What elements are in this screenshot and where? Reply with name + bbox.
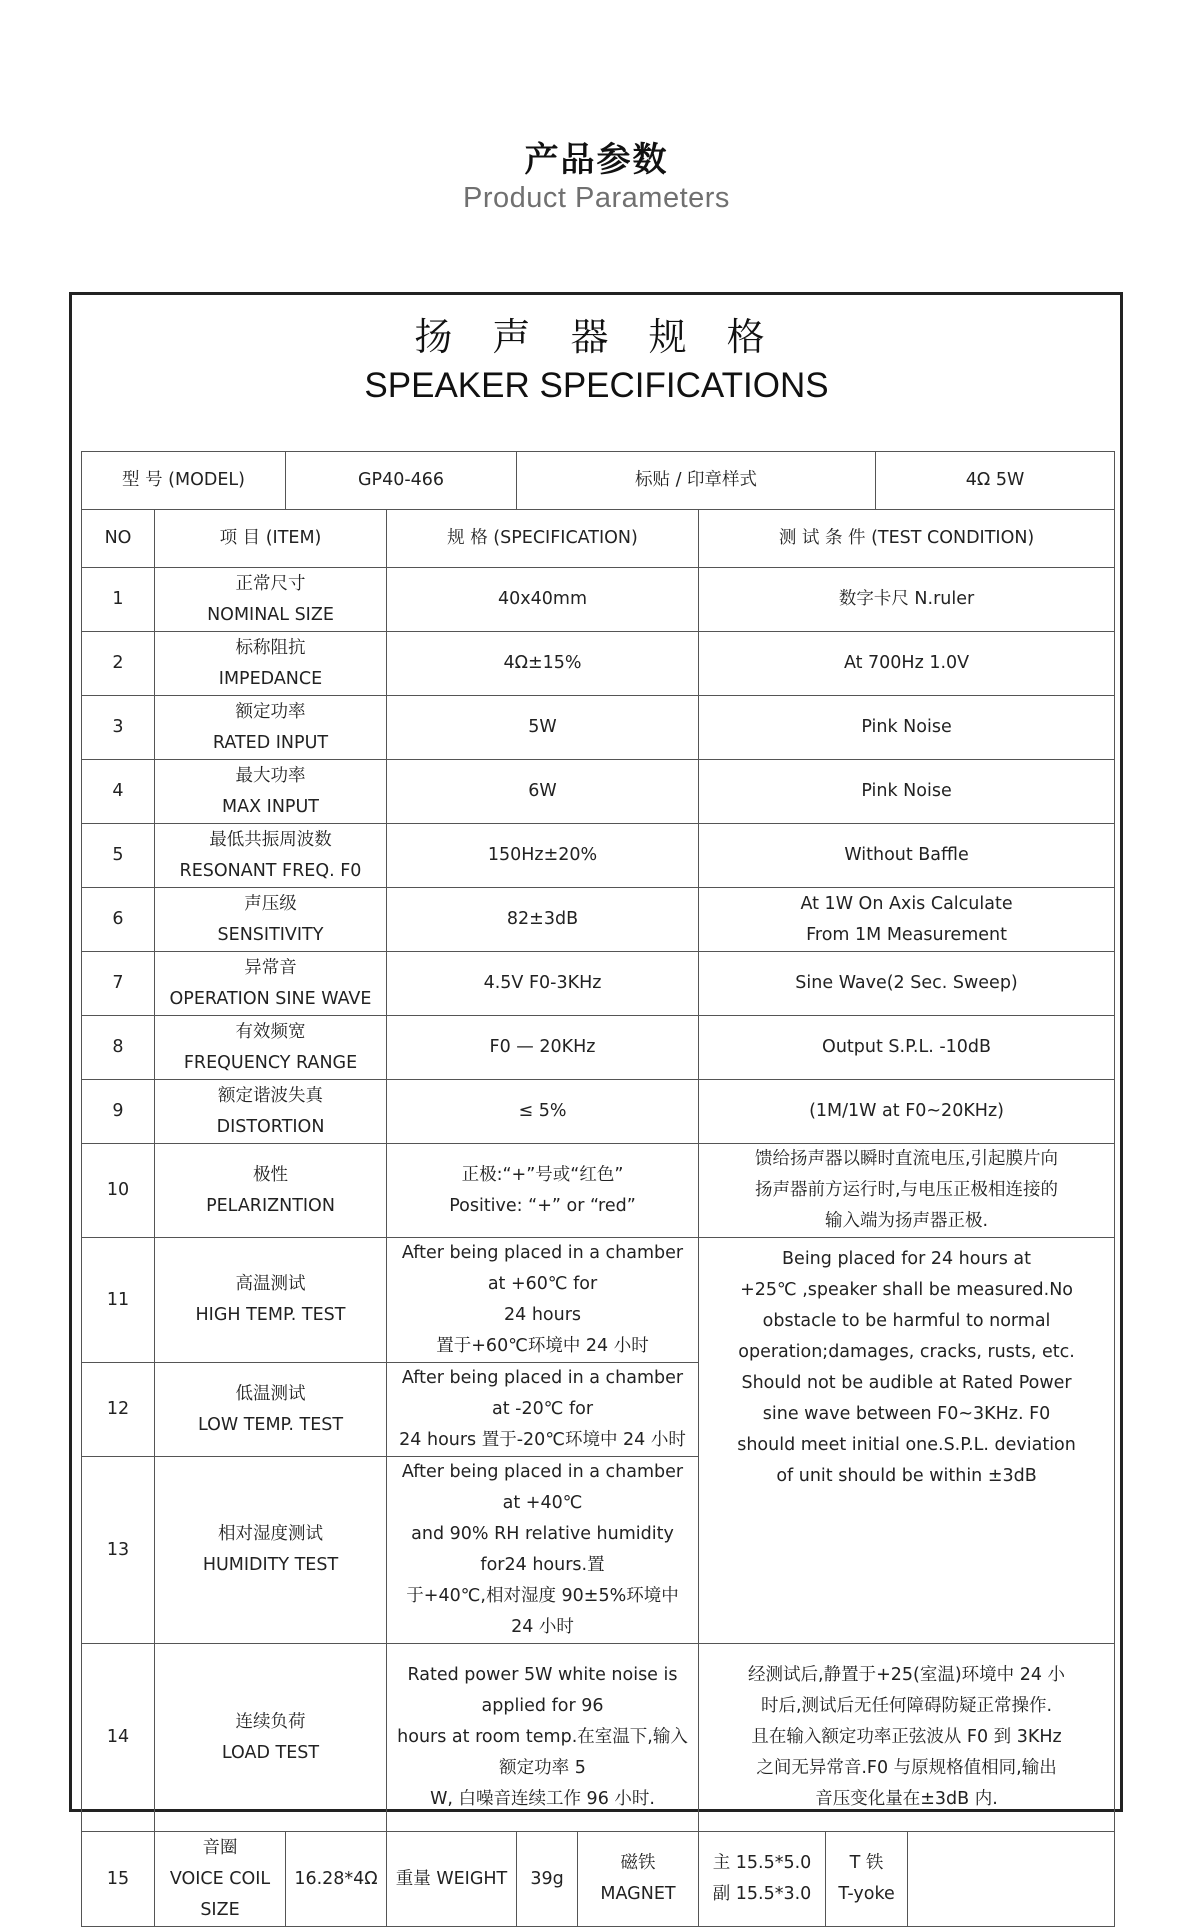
- page-title-en: Product Parameters: [463, 182, 730, 214]
- row-test: 经测试后,静置于+25(室温)环境中 24 小 时后,测试后无任何障碍防疑正常操作. 且在输入额定功率正弦波从 F0 到 3KHz 之间无异常音.F0 与原规格值相同,输出 音压变化量在±3dB 内.: [699, 1644, 1115, 1832]
- table-row: [82, 952, 1115, 1016]
- col-header-item: 项 目 (ITEM): [155, 510, 387, 568]
- row-item: 连续负荷 LOAD TEST: [155, 1644, 387, 1832]
- empty-cell: [908, 1832, 1115, 1927]
- row-no: 7: [82, 952, 155, 1016]
- col-header-no: NO: [82, 510, 155, 568]
- row-item: 额定功率 RATED INPUT: [155, 696, 387, 760]
- row-test: At 1W On Axis Calculate From 1M Measurement: [699, 888, 1115, 952]
- table-row: [82, 888, 1115, 952]
- col-header-spec: 规 格 (SPECIFICATION): [387, 510, 699, 568]
- spec-sheet-title-en: SPEAKER SPECIFICATIONS: [364, 366, 829, 405]
- row-test: At 700Hz 1.0V: [699, 632, 1115, 696]
- row-no: 5: [82, 824, 155, 888]
- row-no: 12: [82, 1363, 155, 1457]
- model-value: GP40-466: [286, 452, 517, 510]
- row-test: Pink Noise: [699, 696, 1115, 760]
- model-row: [82, 452, 1115, 510]
- weight-label: 重量 WEIGHT: [387, 1832, 517, 1927]
- row-no: 13: [82, 1457, 155, 1644]
- page-title-cn: 产品参数: [524, 140, 669, 180]
- table-row: [82, 568, 1115, 632]
- row-test: Sine Wave(2 Sec. Sweep): [699, 952, 1115, 1016]
- table-row: [82, 696, 1115, 760]
- label-style-value: 4Ω 5W: [876, 452, 1115, 510]
- table-row: [82, 632, 1115, 696]
- row-no: 14: [82, 1644, 155, 1832]
- row-no: 1: [82, 568, 155, 632]
- row-item: 低温测试 LOW TEMP. TEST: [155, 1363, 387, 1457]
- row-item: 有效频宽 FREQUENCY RANGE: [155, 1016, 387, 1080]
- row-spec: 82±3dB: [387, 888, 699, 952]
- row-item: 高温测试 HIGH TEMP. TEST: [155, 1238, 387, 1363]
- row-spec: 6W: [387, 760, 699, 824]
- row-no: 6: [82, 888, 155, 952]
- env-test-note: Being placed for 24 hours at +25℃ ,speaker shall be measured.No obstacle to be harmful to normal operation;damages, cracks, rusts, etc. Should not be audible at Rated Power sine wave between F0~3KHz. F0 should meet initial one.S.P.L. deviation of unit should be within ±3dB: [699, 1238, 1115, 1644]
- row-test: Without Baffle: [699, 824, 1115, 888]
- row-item: 额定谐波失真 DISTORTION: [155, 1080, 387, 1144]
- table-row: [82, 1644, 1115, 1832]
- row-spec: 4.5V F0-3KHz: [387, 952, 699, 1016]
- column-header-row: [82, 510, 1115, 568]
- table-row: [82, 1144, 1115, 1238]
- voice-coil-label: 音圈 VOICE COIL SIZE: [155, 1832, 286, 1927]
- row-no: 10: [82, 1144, 155, 1238]
- row-test: Pink Noise: [699, 760, 1115, 824]
- row-spec: F0 — 20KHz: [387, 1016, 699, 1080]
- row-item: 正常尺寸 NOMINAL SIZE: [155, 568, 387, 632]
- table-row: [82, 1832, 1115, 1927]
- row-no: 4: [82, 760, 155, 824]
- weight-value: 39g: [517, 1832, 578, 1927]
- table-row: [82, 824, 1115, 888]
- row-spec: After being placed in a chamber at +40℃ and 90% RH relative humidity for24 hours.置 于+40℃,相对湿度 90±5%环境中 24 小时: [387, 1457, 699, 1644]
- row-spec: 正极:“+”号或“红色” Positive: “+” or “red”: [387, 1144, 699, 1238]
- row-no: 8: [82, 1016, 155, 1080]
- row-spec: Rated power 5W white noise is applied for 96 hours at room temp.在室温下,输入额定功率 5 W, 白噪音连续工作 96 小时.: [387, 1644, 699, 1832]
- table-row: [82, 760, 1115, 824]
- row-item: 最大功率 MAX INPUT: [155, 760, 387, 824]
- label-style-label: 标贴 / 印章样式: [517, 452, 876, 510]
- table-row: [82, 1238, 1115, 1363]
- model-label: 型 号 (MODEL): [82, 452, 286, 510]
- row-test: 数字卡尺 N.ruler: [699, 568, 1115, 632]
- row-no: 2: [82, 632, 155, 696]
- row-item: 标称阻抗 IMPEDANCE: [155, 632, 387, 696]
- row-item: 最低共振周波数 RESONANT FREQ. F0: [155, 824, 387, 888]
- row-test: 馈给扬声器以瞬时直流电压,引起膜片向 扬声器前方运行时,与电压正极相连接的 输入端为扬声器正极.: [699, 1144, 1115, 1238]
- table-row: [82, 1080, 1115, 1144]
- row-spec: 40x40mm: [387, 568, 699, 632]
- row-item: 相对湿度测试 HUMIDITY TEST: [155, 1457, 387, 1644]
- row-no: 11: [82, 1238, 155, 1363]
- row-item: 极性 PELARIZNTION: [155, 1144, 387, 1238]
- row-test: Output S.P.L. -10dB: [699, 1016, 1115, 1080]
- row-spec: 150Hz±20%: [387, 824, 699, 888]
- row-test: (1M/1W at F0~20KHz): [699, 1080, 1115, 1144]
- row-spec: After being placed in a chamber at -20℃ for 24 hours 置于-20℃环境中 24 小时: [387, 1363, 699, 1457]
- row-no: 15: [82, 1832, 155, 1927]
- row-no: 9: [82, 1080, 155, 1144]
- row-spec: After being placed in a chamber at +60℃ for 24 hours 置于+60℃环境中 24 小时: [387, 1238, 699, 1363]
- spec-table: [81, 451, 1115, 1927]
- row-item: 声压级 SENSITIVITY: [155, 888, 387, 952]
- row-no: 3: [82, 696, 155, 760]
- table-row: [82, 1016, 1115, 1080]
- magnet-label: 磁铁 MAGNET: [578, 1832, 699, 1927]
- row-spec: ≤ 5%: [387, 1080, 699, 1144]
- voice-coil-value: 16.28*4Ω: [286, 1832, 387, 1927]
- magnet-size: 主 15.5*5.0 副 15.5*3.0: [699, 1832, 826, 1927]
- row-spec: 5W: [387, 696, 699, 760]
- row-spec: 4Ω±15%: [387, 632, 699, 696]
- col-header-test: 测 试 条 件 (TEST CONDITION): [699, 510, 1115, 568]
- yoke-label: T 铁 T-yoke: [826, 1832, 908, 1927]
- spec-sheet-title-cn: 扬 声 器 规 格: [414, 315, 779, 359]
- row-item: 异常音 OPERATION SINE WAVE: [155, 952, 387, 1016]
